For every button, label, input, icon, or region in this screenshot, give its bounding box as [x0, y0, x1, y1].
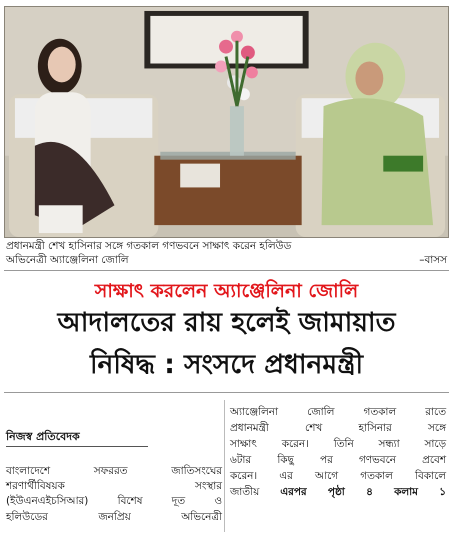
body-line: করেন। এর আগে গতকাল বিকালে [230, 470, 446, 482]
divider [4, 270, 449, 271]
main-headline [4, 302, 449, 386]
body-line: প্রধানমন্ত্রী শেখ হাসিনার সঙ্গে [230, 422, 446, 434]
body-line: বাংলাদেশে সফররত জাতিসংঘের [6, 465, 222, 477]
photo-credit: –বাসস [419, 253, 447, 266]
article-column-right [230, 404, 446, 500]
body-line: ৬টার কিছু পর গণভবনে প্রবেশ [230, 454, 446, 466]
article-column-left [6, 464, 222, 525]
byline: নিজস্ব প্রতিবেদক [6, 430, 80, 443]
body-line: (ইউএনএইচসিআর) বিশেষ দূত ও [6, 495, 222, 508]
news-photo [4, 6, 449, 238]
continuation-link[interactable]: এরপর পৃষ্ঠা ৪ কলাম ১ [280, 486, 446, 498]
body-last-prefix: জাতীয় [230, 486, 260, 498]
caption-line-1: প্রধানমন্ত্রী শেখ হাসিনার সঙ্গে গতকাল গণভবনে সাক্ষাৎ করেন হলিউড [6, 240, 292, 252]
caption-line-2: অভিনেত্রী অ্যাঞ্জেলিনা জোলি [6, 253, 129, 266]
body-line: হলিউডের জনপ্রিয় অভিনেত্রী [6, 510, 222, 523]
body-line: অ্যাঞ্জেলিনা জোলি গতকাল রাতে [230, 406, 446, 418]
body-line: সাক্ষাৎ করেন। তিনি সন্ধ্যা সাড়ে [230, 438, 446, 450]
body-line-last [230, 484, 446, 500]
byline-underline [6, 446, 148, 447]
headline-line-1: আদালতের রায় হলেই জামায়াত [57, 307, 396, 338]
kicker-headline: সাক্ষাৎ করলেন অ্যাঞ্জেলিনা জোলি [94, 280, 359, 302]
meeting-photo-illustration [5, 7, 448, 237]
photo-caption [6, 240, 447, 267]
divider [4, 392, 449, 393]
column-separator [224, 400, 225, 532]
body-line: শরণার্থীবিষয়ক সংস্থার [6, 480, 222, 493]
headline-line-2: নিষিদ্ধ : সংসদে প্রধানমন্ত্রী [89, 349, 364, 380]
